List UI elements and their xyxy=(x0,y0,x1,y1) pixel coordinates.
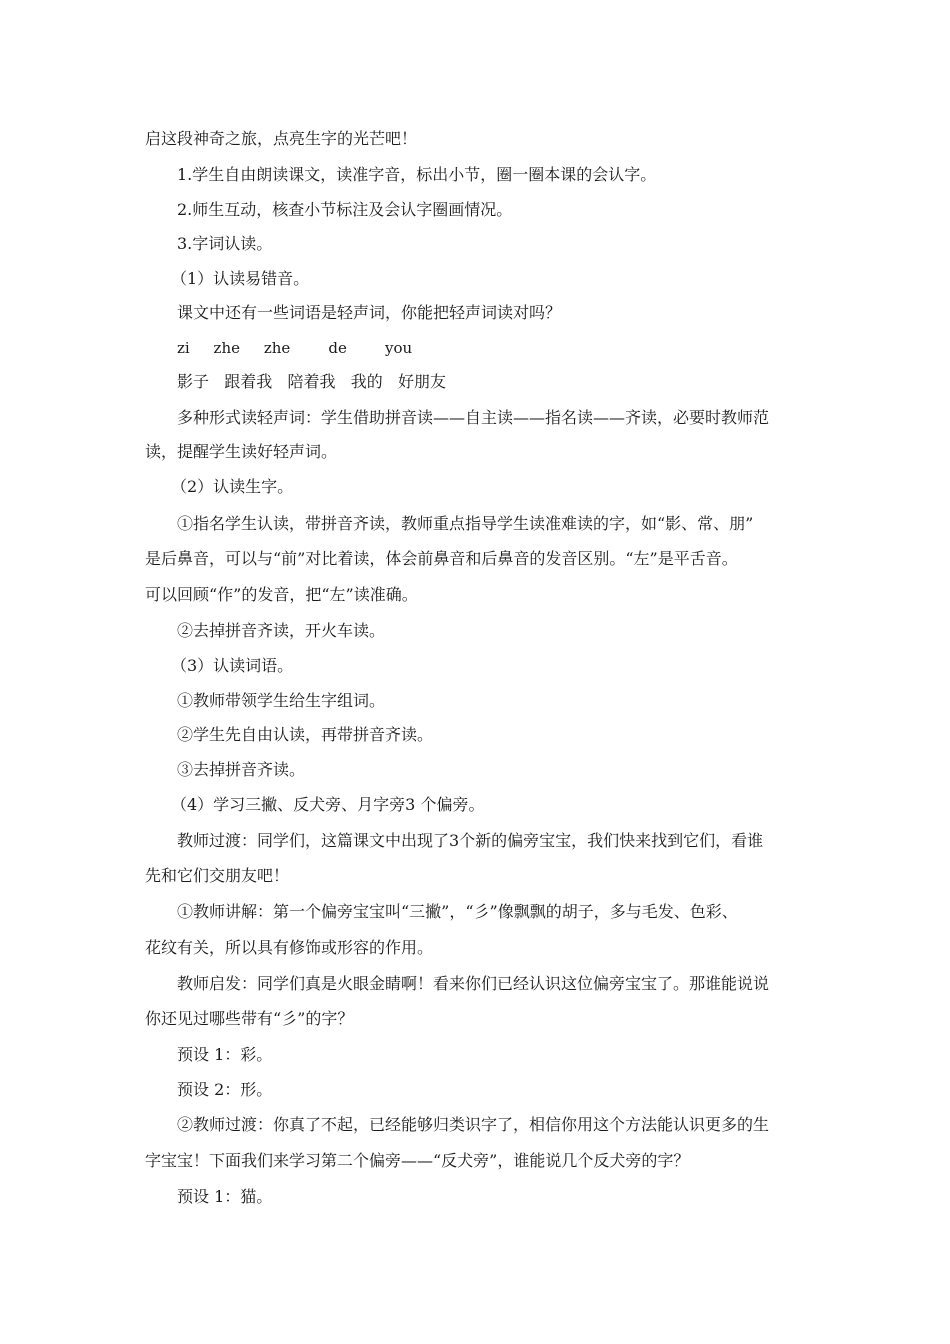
text-line: 多种形式读轻声词：学生借助拼音读——自主读——指名读——齐读，必要时教师范 xyxy=(177,408,770,427)
text-line: ②学生先自由认读，再带拼音齐读。 xyxy=(177,725,434,744)
text-line: ①教师讲解：第一个偏旁宝宝叫“三撇”，“彡”像飘飘的胡子，多与毛发、色彩、 xyxy=(177,902,738,921)
text-line: （4）学习三撇、反犬旁、月字旁3 个偏旁。 xyxy=(171,795,485,814)
text-line: 先和它们交朋友吧！ xyxy=(145,866,290,885)
text-line: 教师过渡：同学们，这篇课文中出现了3个新的偏旁宝宝，我们快来找到它们，看谁 xyxy=(177,831,764,850)
text-line: ③去掉拼音齐读。 xyxy=(177,760,306,779)
text-line: 花纹有关，所以具有修饰或形容的作用。 xyxy=(145,938,434,957)
text-line: 是后鼻音，可以与“前”对比着读，体会前鼻音和后鼻音的发音区别。“左”是平舌音。 xyxy=(145,549,738,568)
text-line: （1）认读易错音。 xyxy=(171,269,310,288)
text-line: 教师启发：同学们真是火眼金睛啊！看来你们已经认识这位偏旁宝宝了。那谁能说说 xyxy=(177,974,770,993)
text-line: 预设 2：形。 xyxy=(177,1080,273,1099)
text-line: （2）认读生字。 xyxy=(171,477,294,496)
text-line: 3.字词认读。 xyxy=(177,234,273,253)
text-line: 读，提醒学生读好轻声词。 xyxy=(145,442,338,461)
text-line: ①指名学生认读，带拼音齐读，教师重点指导学生读准难读的字，如“影、常、朋” xyxy=(177,514,754,533)
text-line: 你还见过哪些带有“彡”的字？ xyxy=(145,1009,354,1028)
text-line: 预设 1：彩。 xyxy=(177,1045,273,1064)
text-line: 2.师生互动，核查小节标注及会认字圈画情况。 xyxy=(177,200,513,219)
text-line: 影子 跟着我 陪着我 我的 好朋友 xyxy=(177,372,447,391)
text-line: 课文中还有一些词语是轻声词，你能把轻声词读对吗？ xyxy=(177,303,562,322)
text-line: ①教师带领学生给生字组词。 xyxy=(177,691,386,710)
text-line: 预设 1：猫。 xyxy=(177,1187,273,1206)
text-line: ②去掉拼音齐读，开火车读。 xyxy=(177,621,386,640)
text-line: （3）认读词语。 xyxy=(171,656,294,675)
text-line: 可以回顾“作”的发音，把“左”读准确。 xyxy=(145,585,418,604)
text-line: 字宝宝！下面我们来学习第二个偏旁——“反犬旁”，谁能说几个反犬旁的字？ xyxy=(145,1151,690,1170)
text-line: ②教师过渡：你真了不起，已经能够归类识字了，相信你用这个方法能认识更多的生 xyxy=(177,1115,770,1134)
pinyin-line: zi zhe zhe de you xyxy=(177,339,413,357)
text-line: 启这段神奇之旅，点亮生字的光芒吧！ xyxy=(145,129,418,148)
text-line: 1.学生自由朗读课文，读准字音，标出小节，圈一圈本课的会认字。 xyxy=(177,165,657,184)
